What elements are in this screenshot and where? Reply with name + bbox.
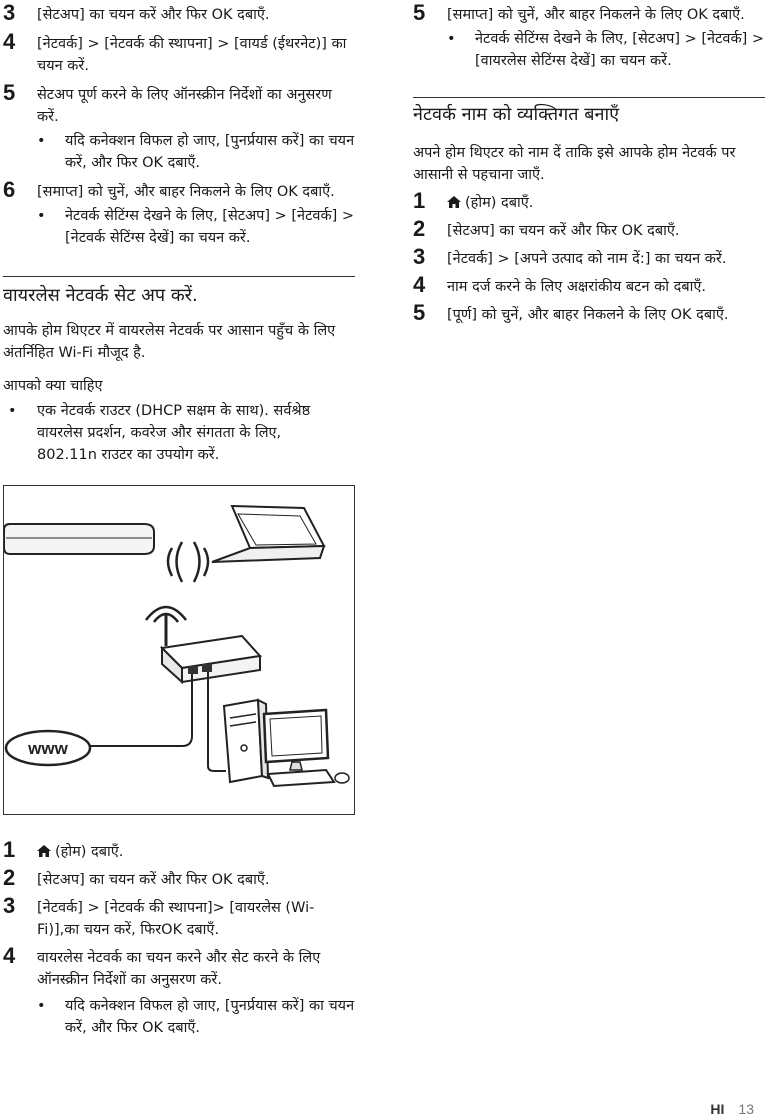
laptop [212,506,324,562]
step-text [37,841,355,863]
bullet-dot: • [37,998,46,1014]
step-text: [नेटवर्क] > [अपने उत्पाद को नाम दें:] का चयन करें. [447,251,727,267]
language-code: HI [710,1101,725,1117]
step-number: 6 [3,177,16,202]
bullet-dot: • [447,31,456,47]
step-text: [समाप्त] को चुनें, और बाहर निकलने के लिए OK दबाएँ. [447,7,745,23]
section-divider [413,97,765,98]
home-icon [447,196,461,208]
section-intro: आपके होम थिएटर में वायरलेस नेटवर्क पर आसान पहुँच के लिए अंतर्निहित Wi-Fi मौजूद है. [3,323,336,361]
step-number: 3 [3,0,16,25]
step-text: [पूर्ण] को चुनें, और बाहर निकलने के लिए OK दबाएँ. [447,307,729,323]
step-number: 4 [3,943,16,968]
step-number: 1 [413,188,426,213]
step-text-content: (होम) दबाएँ. [465,195,534,211]
section-divider [3,276,355,277]
home-icon [37,845,51,857]
internet-globe [6,731,90,765]
www-label: www [28,739,68,758]
step-number: 1 [3,837,16,862]
step-number: 5 [413,0,426,25]
home-theater-unit [4,524,154,554]
step-number: 4 [413,272,426,297]
note-text: यदि कनेक्शन विफल हो जाए, [पुनर्प्रयास करें] का चयन करें, और फिर OK दबाएँ. [65,998,355,1036]
step-text: [नेटवर्क] > [नेटवर्क की स्थापना]> [वायरलेस (Wi-Fi)],का चयन करें, फिरOK दबाएँ. [37,900,315,938]
step-number: 3 [413,244,426,269]
step-text: [सेटअप] का चयन करें और फिर OK दबाएँ. [447,223,680,239]
bullet-dot: • [37,208,46,224]
page-footer [710,1101,754,1117]
step-text: वायरलेस नेटवर्क का चयन करने और सेट करने के लिए ऑनस्क्रीन निर्देशों का अनुसरण करें. [37,950,321,988]
step-number: 4 [3,29,16,54]
note-text: नेटवर्क सेटिंग्स देखने के लिए, [सेटअप] > [नेटवर्क] > [वायरलेस सेटिंग्स देखें] का चयन करें. [475,31,765,69]
requirements-text: एक नेटवर्क राउटर (DHCP सक्षम के साथ). सर्वश्रेष्ठ वायरलेस प्रदर्शन, कवरेज और संगतता के लिए, 802.11n राउटर का उपयोग करें. [37,403,311,463]
requirements-label: आपको क्या चाहिए [3,378,103,394]
step-text: [सेटअप] का चयन करें और फिर OK दबाएँ. [37,872,270,888]
section-intro: अपने होम थिएटर को नाम दें ताकि इसे आपके होम नेटवर्क पर आसानी से पहचाना जाएँ. [413,145,736,183]
desktop-computer [224,700,349,786]
note-text: नेटवर्क सेटिंग्स देखने के लिए, [सेटअप] > [नेटवर्क] > [नेटवर्क सेटिंग्स देखें] का चयन करें. [65,208,355,246]
step-text: [सेटअप] का चयन करें और फिर OK दबाएँ. [37,7,270,23]
step-text: सेटअप पूर्ण करने के लिए ऑनस्क्रीन निर्देशों का अनुसरण करें. [37,87,332,125]
router [162,614,260,682]
step-text: [समाप्त] को चुनें, और बाहर निकलने के लिए OK दबाएँ. [37,184,335,200]
wifi-waves-icon [146,542,208,622]
bullet-dot: • [8,403,17,419]
step-number: 5 [413,300,426,325]
step-text-content: (होम) दबाएँ. [55,844,124,860]
section-heading: नेटवर्क नाम को व्यक्तिगत बनाएँ [413,104,620,125]
network-cables [90,672,226,771]
step-text [447,192,765,214]
step-number: 5 [3,80,16,105]
step-text: नाम दर्ज करने के लिए अक्षरांकीय बटन को दबाएँ. [447,279,707,295]
step-text: [नेटवर्क] > [नेटवर्क की स्थापना] > [वायर्ड (ईथरनेट)] का चयन करें. [37,36,347,74]
wireless-setup-diagram [3,485,355,815]
step-number: 2 [3,865,16,890]
page-number: 13 [738,1101,754,1117]
section-heading: वायरलेस नेटवर्क सेट अप करें. [3,285,198,306]
step-number: 2 [413,216,426,241]
step-number: 3 [3,893,16,918]
bullet-dot: • [37,133,46,149]
note-text: यदि कनेक्शन विफल हो जाए, [पुनर्प्रयास करें] का चयन करें, और फिर OK दबाएँ. [65,133,355,171]
